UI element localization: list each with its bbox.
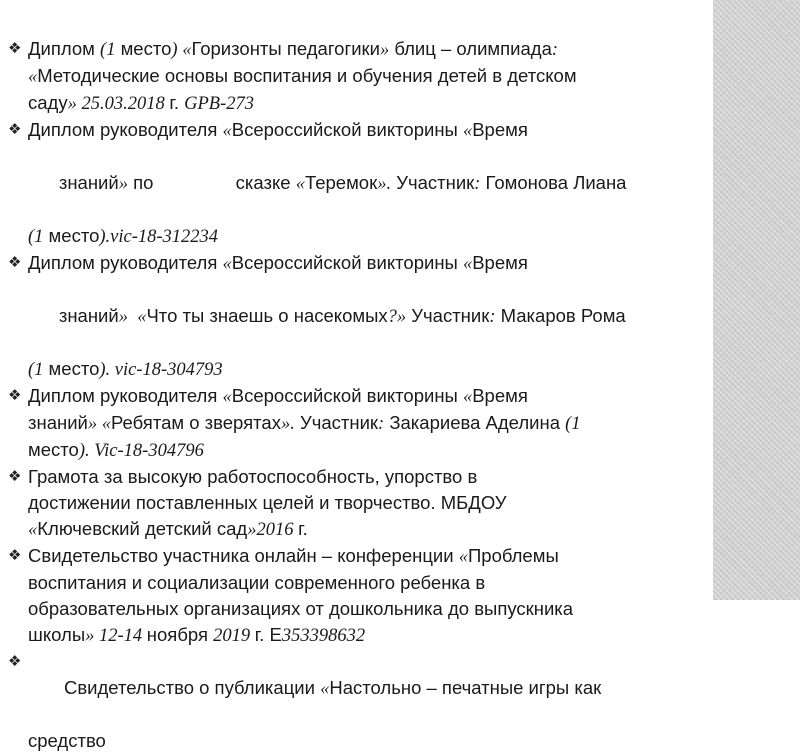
- text-span: Диплом руководителя: [28, 385, 223, 406]
- text-span: Диплом руководителя: [28, 252, 223, 273]
- text-span: ».: [280, 414, 295, 434]
- diamond-bullet-icon: ❖: [8, 254, 22, 271]
- text-span: Участник: [391, 172, 475, 193]
- text-span: » «: [87, 414, 111, 434]
- text-span: Диплом руководителя: [28, 119, 223, 140]
- text-span: :: [378, 414, 385, 434]
- text-span: Теремок: [304, 172, 378, 193]
- text-span: ) «: [171, 40, 192, 60]
- list-item: [8, 36, 700, 117]
- text-span: Свидетельство о публикации: [58, 677, 321, 698]
- text-span: » 25.03.2018: [67, 94, 170, 114]
- text-span: г. Е: [254, 624, 282, 645]
- achievements-list: [8, 36, 700, 754]
- text-span: Свидетельство участника онлайн – конференции: [28, 545, 459, 566]
- text-span: »: [379, 40, 390, 60]
- text-span: Горизонты педагогики: [191, 38, 380, 59]
- text-span: GPB-273: [184, 94, 254, 114]
- list-item: [8, 250, 700, 383]
- list-item: [8, 117, 700, 250]
- text-span: Время: [472, 252, 528, 273]
- list-item: [8, 383, 700, 464]
- text-span: ?»: [387, 307, 407, 327]
- text-span: Что ты знаешь о насекомых: [146, 305, 388, 326]
- text-span: Всероссийской викторины: [231, 119, 463, 140]
- text-span: по сказке: [127, 172, 296, 193]
- text-span: знаний: [58, 305, 119, 326]
- text-span: :: [474, 174, 481, 194]
- text-span: Участник: [406, 305, 490, 326]
- text-span: Закариева Аделина: [384, 412, 566, 433]
- text-span: место: [43, 358, 100, 379]
- text-span: 2019: [213, 626, 255, 646]
- text-span: «: [295, 174, 305, 194]
- diamond-bullet-icon: ❖: [8, 40, 22, 57]
- text-span: 353398632: [281, 626, 366, 646]
- text-span: Ключевский детский сад: [37, 518, 248, 539]
- text-span: Гомонова Лиана: [480, 172, 627, 193]
- text-span: образовательных организациях от дошкольника до выпускника: [28, 598, 574, 619]
- text-span: Диплом: [28, 38, 101, 59]
- list-item: [8, 649, 700, 754]
- text-span: Проблемы: [468, 545, 559, 566]
- text-span: ). Vic-18-304796: [78, 441, 204, 461]
- text-span: «: [458, 547, 468, 567]
- text-span: Настольно – печатные игры как: [329, 677, 602, 698]
- text-span: г.: [169, 92, 185, 113]
- text-span: школы: [28, 624, 86, 645]
- text-span: «: [222, 387, 232, 407]
- text-span: г.: [298, 518, 308, 539]
- diamond-bullet-icon: ❖: [8, 468, 22, 485]
- text-span: место: [43, 225, 100, 246]
- diamond-bullet-icon: ❖: [8, 387, 22, 404]
- text-span: ноября: [146, 624, 214, 645]
- text-span: блиц – олимпиада: [389, 38, 552, 59]
- text-span: «: [462, 254, 473, 274]
- text-span: «: [462, 387, 473, 407]
- text-span: Грамота за высокую работоспособность, упорство в: [28, 466, 478, 487]
- diamond-bullet-icon: ❖: [8, 121, 22, 138]
- text-span: «: [28, 520, 38, 540]
- text-span: Всероссийской викторины: [231, 252, 463, 273]
- text-span: Время: [472, 119, 528, 140]
- text-span: »: [118, 174, 128, 194]
- decorative-sidebar-pattern: [713, 0, 800, 600]
- text-span: место: [28, 439, 79, 460]
- text-span: » 12-14: [85, 626, 147, 646]
- text-span: »2016: [247, 520, 299, 540]
- list-item: [8, 543, 700, 649]
- text-span: «: [222, 121, 232, 141]
- text-span: Время: [472, 385, 528, 406]
- text-span: ».: [377, 174, 392, 194]
- text-span: » «: [118, 307, 147, 327]
- text-span: воспитания и социализации современного ребенка в: [28, 572, 486, 593]
- text-span: достижении поставленных целей и творчество. МБДОУ: [28, 492, 507, 513]
- text-span: (1: [100, 40, 116, 60]
- text-span: место: [115, 38, 172, 59]
- text-span: (1: [28, 360, 44, 380]
- text-span: Макаров Рома: [495, 305, 626, 326]
- text-span: (1: [28, 227, 44, 247]
- list-item: [8, 464, 700, 543]
- text-span: «: [28, 67, 38, 87]
- text-span: Участник: [294, 412, 379, 433]
- text-span: Ребятам о зверятах: [111, 412, 281, 433]
- text-span: «: [320, 679, 330, 699]
- text-span: саду: [28, 92, 68, 113]
- text-span: «: [462, 121, 473, 141]
- text-span: :: [551, 40, 559, 60]
- text-span: ). vic-18-304793: [99, 360, 223, 380]
- text-span: :: [489, 307, 496, 327]
- diamond-bullet-icon: ❖: [8, 653, 22, 670]
- text-span: (1: [565, 414, 581, 434]
- text-span: «: [222, 254, 232, 274]
- text-span: средство: [28, 730, 106, 751]
- text-span: Методические основы воспитания и обучения детей в детском: [37, 65, 577, 86]
- diamond-bullet-icon: ❖: [8, 547, 22, 564]
- text-span: знаний: [28, 412, 88, 433]
- text-span: Всероссийской викторины: [231, 385, 463, 406]
- text-span: ).vic-18-312234: [99, 227, 219, 247]
- text-span: знаний: [58, 172, 119, 193]
